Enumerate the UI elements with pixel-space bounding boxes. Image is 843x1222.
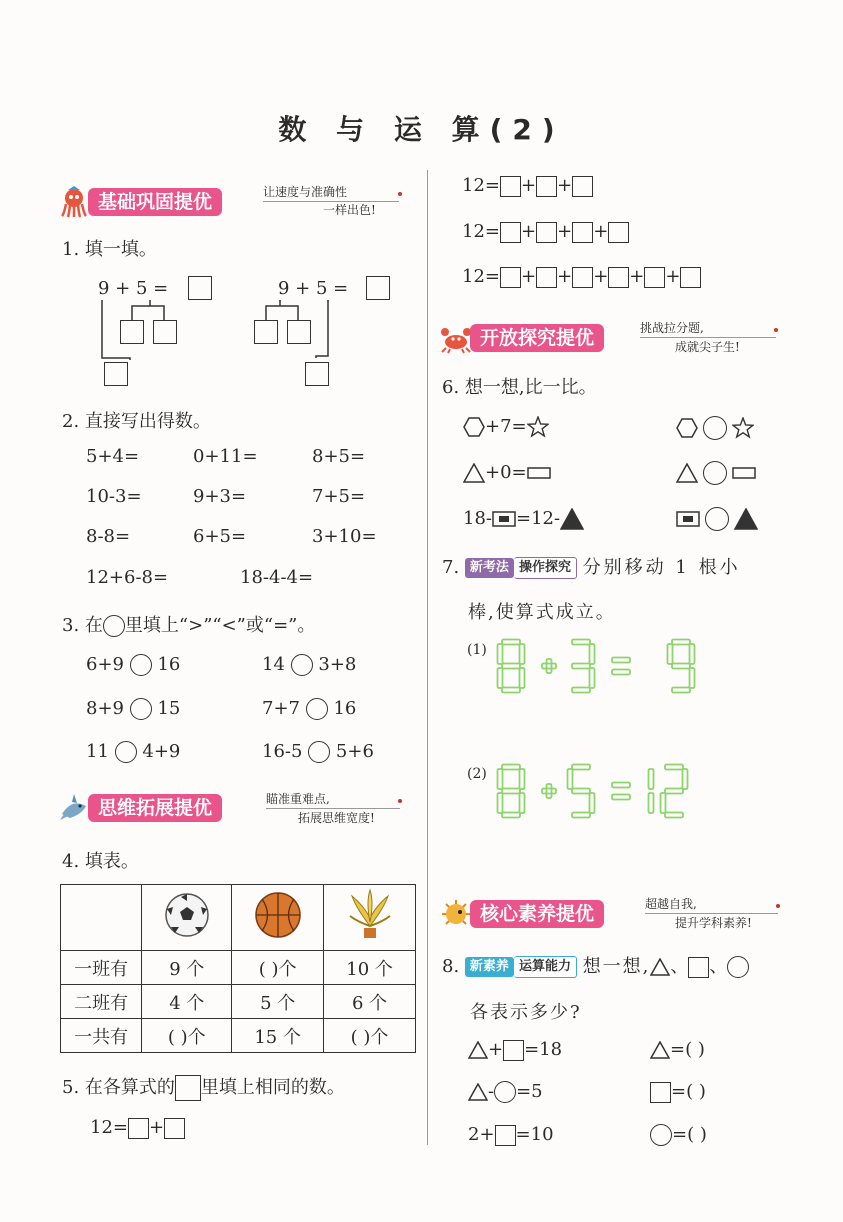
row-label: 一共有	[61, 1019, 142, 1053]
compare-circle[interactable]	[291, 654, 313, 676]
circle-icon	[727, 956, 749, 978]
answer-box[interactable]	[500, 222, 521, 243]
shark-icon	[58, 792, 90, 824]
section-title: 开放探究提优	[470, 324, 604, 352]
matchstick[interactable]	[520, 769, 525, 789]
row-label: 二班有	[61, 985, 142, 1019]
table-cell: 9 个	[142, 951, 232, 985]
matchstick[interactable]	[683, 769, 688, 789]
slogan-line1: 让速度与准确性	[263, 185, 348, 199]
matchstick-plus[interactable]	[547, 659, 552, 673]
answer-box[interactable]	[608, 267, 629, 288]
q5-eq-3: 12= + + +	[462, 221, 629, 243]
section-title: 基础巩固提优	[88, 188, 222, 216]
q1-split-box-d[interactable]	[287, 320, 311, 344]
matchstick[interactable]	[668, 644, 673, 664]
square-icon	[495, 1125, 516, 1146]
answer-box[interactable]	[536, 176, 557, 197]
header-rule	[266, 808, 400, 809]
table-cell: 5 个	[232, 985, 324, 1019]
square-icon	[175, 1075, 201, 1101]
rectangle-icon	[527, 466, 551, 480]
q5-eq-2: 12= + +	[462, 175, 593, 197]
q6-eq3: 18- =12-	[463, 508, 584, 530]
table-cell: 10 个	[324, 951, 416, 985]
matchstick[interactable]	[498, 769, 503, 789]
matchstick[interactable]	[672, 664, 690, 669]
answer-box[interactable]	[536, 222, 557, 243]
compare-circle[interactable]	[130, 698, 152, 720]
q1-right-expression: 9 + 5 =	[278, 278, 349, 299]
q2-item: 8+5=	[312, 446, 366, 467]
header-dot	[398, 799, 402, 803]
q8-eq1: + =18	[468, 1039, 562, 1061]
hexagon-icon	[463, 417, 485, 437]
triangle-icon	[468, 1041, 488, 1059]
matchstick[interactable]	[690, 644, 695, 664]
q8-answer-circle[interactable]: =( )	[650, 1124, 707, 1146]
crab-icon	[440, 322, 472, 354]
rectangle-icon	[732, 466, 756, 480]
header-dot	[776, 904, 780, 908]
q2-item: 10-3=	[86, 486, 142, 507]
basketball-icon	[253, 890, 303, 940]
compare-circle[interactable]	[703, 461, 727, 485]
section-header-basic	[58, 184, 408, 220]
matchstick-equals[interactable]	[612, 670, 630, 675]
q1-label: 1. 填一填。	[62, 239, 157, 260]
matchstick[interactable]	[502, 664, 520, 669]
tag-new-literacy: 新素养	[465, 957, 514, 977]
matchstick[interactable]	[665, 765, 683, 770]
slogan-line2: 拓展思维宽度!	[298, 811, 375, 825]
answer-box[interactable]	[500, 267, 521, 288]
q3-item: 14 3+8	[262, 654, 357, 675]
triangle-icon	[676, 463, 698, 483]
circle-icon	[650, 1124, 672, 1146]
q4-label: 4. 填表。	[62, 851, 139, 872]
matchstick[interactable]	[661, 793, 666, 813]
star-icon	[732, 417, 754, 439]
matchstick-plus[interactable]	[547, 784, 552, 798]
matchstick[interactable]	[502, 789, 520, 794]
row-label: 一班有	[61, 951, 142, 985]
compare-circle[interactable]	[308, 741, 330, 763]
q2-item: 5+4=	[86, 446, 140, 467]
matchstick-equals[interactable]	[612, 658, 630, 663]
slogan-line1: 超越自我,	[645, 897, 697, 911]
answer-box[interactable]	[680, 267, 701, 288]
matchstick[interactable]	[572, 813, 590, 818]
boxed-rectangle-icon	[492, 511, 516, 527]
q1-split-box-a[interactable]	[120, 320, 144, 344]
q8-answer-triangle[interactable]: =( )	[650, 1039, 705, 1060]
matchstick-equation-2	[495, 760, 710, 822]
q4-table	[60, 884, 416, 1053]
matchstick-equals[interactable]	[612, 795, 630, 800]
compare-circle[interactable]	[705, 507, 729, 531]
soccer-ball-icon	[163, 891, 211, 939]
square-icon	[688, 957, 709, 978]
answer-box[interactable]	[608, 222, 629, 243]
q1-split-lines	[90, 300, 410, 390]
answer-box[interactable]	[500, 176, 521, 197]
q3-item: 6+9 16	[86, 654, 181, 675]
q3-item: 11 4+9	[86, 741, 181, 762]
answer-box[interactable]	[164, 1118, 185, 1139]
matchstick[interactable]	[498, 644, 503, 664]
section-title: 核心素养提优	[470, 900, 604, 928]
matchstick[interactable]	[520, 668, 525, 688]
triangle-icon	[650, 958, 670, 976]
matchstick[interactable]	[520, 644, 525, 664]
matchstick[interactable]	[690, 668, 695, 688]
q7-part2-label: (2)	[467, 766, 487, 782]
star-icon	[527, 416, 549, 438]
header-dot	[398, 192, 402, 196]
q2-item: 9+3=	[193, 486, 247, 507]
answer-box[interactable]	[572, 176, 593, 197]
q3-item: 8+9 15	[86, 698, 181, 719]
answer-box[interactable]	[644, 267, 665, 288]
triangle-icon	[468, 1083, 488, 1101]
compare-circle[interactable]	[306, 698, 328, 720]
matchstick-equation-1	[495, 635, 710, 697]
header-rule	[640, 337, 776, 338]
q2-label: 2. 直接写出得数。	[62, 411, 211, 432]
q1-result-box-right[interactable]	[305, 362, 329, 386]
section-title: 思维拓展提优	[88, 794, 222, 822]
q6-compare-row2	[676, 461, 756, 485]
table-header-cell	[142, 885, 232, 951]
q3-label: 3. 在 里填上“>”“<”或“=”。	[62, 615, 316, 636]
section-header-thinking	[58, 790, 408, 826]
matchstick[interactable]	[502, 640, 520, 645]
matchstick[interactable]	[665, 813, 683, 818]
q7-line2: 棒,使算式成立。	[468, 602, 616, 623]
split-triangle-icon	[560, 508, 584, 530]
tag-new-exam: 新考法	[465, 558, 514, 578]
q2-item: 18-4-4=	[240, 567, 314, 588]
slogan-line2: 成就尖子生!	[675, 340, 740, 354]
slogan-line1: 挑战拉分题,	[640, 321, 704, 335]
circle-icon	[103, 615, 125, 637]
q2-item: 6+5=	[193, 526, 247, 547]
q8-line2: 各表示多少?	[470, 1002, 582, 1023]
q5-label: 5. 在各算式的 里填上相同的数。	[62, 1073, 345, 1101]
table-header-cell	[232, 885, 324, 951]
slogan-line1: 瞄准重难点,	[266, 792, 330, 806]
matchstick-plus[interactable]	[542, 789, 556, 794]
matchstick[interactable]	[572, 640, 590, 645]
matchstick[interactable]	[590, 644, 595, 664]
potted-plant-icon	[346, 888, 394, 942]
table-cell[interactable]: ( )个	[232, 951, 324, 985]
compare-circle[interactable]	[130, 654, 152, 676]
section-header-open	[440, 320, 785, 356]
matchstick[interactable]	[590, 793, 595, 813]
q2-item: 8-8=	[86, 526, 131, 547]
compare-circle[interactable]	[115, 741, 137, 763]
column-divider	[427, 170, 428, 1145]
q6-compare-row3	[676, 507, 758, 531]
header-dot	[774, 328, 778, 332]
q2-item: 3+10=	[312, 526, 377, 547]
matchstick[interactable]	[649, 769, 654, 789]
answer-box[interactable]	[572, 267, 593, 288]
q1-split-box-b[interactable]	[153, 320, 177, 344]
triangle-icon	[463, 463, 485, 483]
slogan-line2: 提升学科素养!	[675, 916, 752, 930]
pufferfish-icon	[440, 898, 472, 930]
q1-result-box-left[interactable]	[104, 362, 128, 386]
matchstick[interactable]	[520, 793, 525, 813]
matchstick[interactable]	[590, 668, 595, 688]
matchstick[interactable]	[649, 793, 654, 813]
matchstick-equals[interactable]	[612, 783, 630, 788]
matchstick-plus[interactable]	[542, 664, 556, 669]
matchstick[interactable]	[498, 793, 503, 813]
split-triangle-icon	[734, 508, 758, 530]
circle-icon	[494, 1081, 516, 1103]
hexagon-icon	[676, 418, 698, 438]
q8-answer-square[interactable]: =( )	[650, 1081, 706, 1103]
matchstick[interactable]	[665, 789, 683, 794]
q1-left-expression: 9 + 5 =	[98, 278, 169, 299]
matchstick[interactable]	[672, 640, 690, 645]
table-cell: 4 个	[142, 985, 232, 1019]
matchstick[interactable]	[568, 769, 573, 789]
q7-line1: 7. 新考法 操作探究 分别移动 1 根小	[442, 557, 741, 578]
q8-line1: 8. 新素养 运算能力 想一想, 、 、	[442, 952, 749, 978]
matchstick[interactable]	[498, 668, 503, 688]
square-icon	[650, 1082, 671, 1103]
q5-eq-1: 12= +	[90, 1117, 185, 1139]
octopus-icon	[58, 186, 90, 218]
answer-box[interactable]	[536, 267, 557, 288]
compare-circle[interactable]	[703, 416, 727, 440]
slogan-line2: 一样出色!	[323, 203, 376, 217]
table-header-cell	[324, 885, 416, 951]
table-cell: 6 个	[324, 985, 416, 1019]
table-cell: 15 个	[232, 1019, 324, 1053]
matchstick[interactable]	[502, 813, 520, 818]
header-rule	[645, 913, 778, 914]
q6-eq2: +0=	[463, 462, 551, 483]
square-icon	[503, 1040, 524, 1061]
matchstick[interactable]	[572, 789, 590, 794]
answer-box[interactable]	[128, 1118, 149, 1139]
matchstick[interactable]	[572, 664, 590, 669]
q2-item: 7+5=	[312, 486, 366, 507]
q1-split-box-c[interactable]	[254, 320, 278, 344]
q5-eq-4: 12= + + + + +	[462, 266, 701, 288]
page-title: 数 与 运 算(2)	[278, 113, 565, 146]
q3-item: 7+7 16	[262, 698, 357, 719]
q6-eq1: +7=	[463, 416, 549, 438]
q2-item: 0+11=	[193, 446, 258, 467]
matchstick[interactable]	[572, 688, 590, 693]
q7-part1-label: (1)	[467, 642, 487, 658]
section-header-core	[440, 896, 785, 932]
table-corner-cell	[61, 885, 142, 951]
q1-right-answer-box[interactable]	[366, 276, 390, 300]
q3-item: 16-5 5+6	[262, 741, 374, 762]
answer-box[interactable]	[572, 222, 593, 243]
tag-operation: 操作探究	[514, 557, 577, 579]
tag-computation: 运算能力	[514, 956, 577, 978]
q6-label: 6. 想一想,比一比。	[442, 377, 597, 398]
matchstick[interactable]	[502, 688, 520, 693]
q2-item: 12+6-8=	[86, 567, 169, 588]
q6-compare-row1	[676, 416, 754, 440]
q1-left-answer-box[interactable]	[188, 276, 212, 300]
table-cell[interactable]: ( )个	[142, 1019, 232, 1053]
q8-eq2: - =5	[468, 1081, 543, 1103]
triangle-icon	[650, 1041, 670, 1059]
table-cell[interactable]: ( )个	[324, 1019, 416, 1053]
boxed-rectangle-icon	[676, 511, 700, 527]
matchstick[interactable]	[572, 765, 590, 770]
matchstick[interactable]	[672, 688, 690, 693]
q8-eq3: 2+ =10	[468, 1124, 554, 1145]
matchstick[interactable]	[502, 765, 520, 770]
header-rule	[263, 201, 399, 202]
